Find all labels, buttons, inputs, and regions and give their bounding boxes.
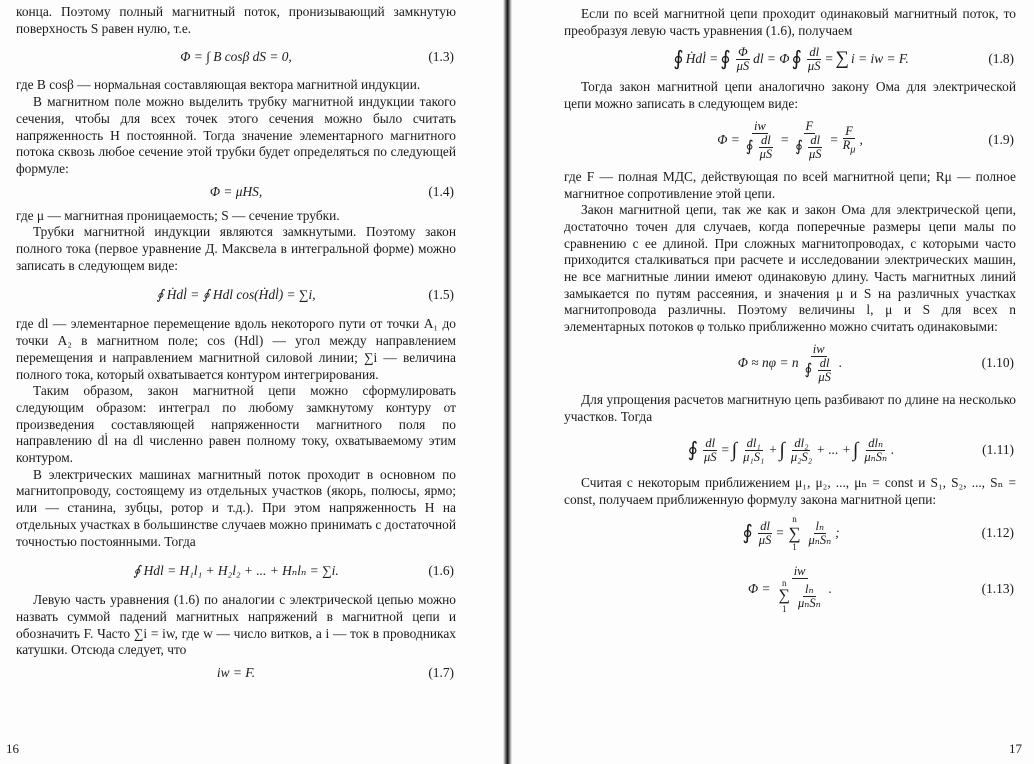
equation-number: (1.8) (988, 51, 1014, 67)
paragraph: где dl — элементарное перемещение вдоль некоторого пути от точки A₁ до точки A₂ в магнитном поле; cos (Hdl) — угол между направлением перемещения и направлением магнитной силовой линии; ∑i — величина полного тока, который охватывается контуром интегрирования. (16, 316, 456, 382)
paragraph: конца. Поэтому полный магнитный поток, пронизывающий замкнутую поверхность S равен нулю, т.е. (16, 4, 456, 36)
paragraph: где μ — магнитная проницаемость; S — сечение трубки. (16, 207, 340, 223)
paragraph: Считая с некоторым приближением μ₁, μ₂, ..., μₙ = const и S₁, S₂, ..., Sₙ = const, получаем приближенную формулу закона магнитной цепи: (564, 475, 1016, 507)
paragraph: Таким образом, закон магнитной цепи можно сформулировать следующим образом: интеграл по любому замкнутому контуру от произведения составляющей напряженности магнитного поля по направлению dl̇ на dl численно равен полному току, охватываемому этим контуром. (16, 383, 456, 466)
equation-number: (1.10) (981, 355, 1014, 371)
equation-number: (1.13) (981, 581, 1014, 597)
equation-number: (1.4) (428, 184, 454, 200)
right-page (514, 0, 1034, 764)
equation-1-12 (564, 509, 1016, 559)
equation-body: Φ = ∫ B cosβ dS = 0, (180, 49, 292, 65)
equation-body: ∮ Hdl = H₁l₁ + H₂l₂ + ... + Hₙlₙ = ∑i. (133, 562, 339, 578)
page-number: 16 (6, 741, 19, 757)
paragraph: Левую часть уравнения (1.6) по аналогии с электрической цепью можно назвать суммой падений магнитных напряжений в магнитной цепи и обозначить F. Часто ∑i = iw, где w — число витков, а i — ток в проводниках катушки. Отсюда следует, что (16, 592, 456, 658)
equation-number: (1.6) (428, 562, 454, 578)
equation-1-8 (564, 39, 1016, 79)
equation-1-10 (564, 336, 1016, 392)
equation-number: (1.3) (428, 49, 454, 65)
equation-number: (1.7) (428, 664, 454, 680)
equation-1-11 (564, 425, 1016, 475)
equation-1-5 (16, 274, 456, 316)
equation-body: ∮ Ḣdl̇ = ∮ $\frac{\Phi}{\mu S}$ dl = Φ ∮ $\frac{dl}{\mu S}$ = ∑ i = iw = F. (673, 44, 909, 73)
paragraph: Для упрощения расчетов магнитную цепь разбивают по длине на несколько участков. Тогда (564, 391, 1016, 424)
paragraph: Закон магнитной цепи, так же как и закон Ома для электрической цепи, достаточно точен для случаев, когда поперечные размеры цепи малы по сравнению с ее длиной. При сложных магнитопроводах, с которыми часто приходится сталкиваться при расчете и исследовании электрических машин, не все магнитные линии имеют одинаковую длину. Часть магнитных линий замыкается по путям рассеяния, и значения μ и S на различных участках магнитопровода различны. Поэтому величины l, μ и S для всех n элементарных потоков φ только приближенно можно считать одинаковыми: (564, 202, 1016, 335)
equation-number: (1.9) (988, 132, 1014, 148)
equation-body: iw = F. (216, 664, 256, 680)
equation-1-3 (16, 37, 456, 77)
equation-1-4 (16, 178, 456, 208)
equation-1-6 (16, 550, 456, 592)
left-page (0, 0, 500, 764)
equation-body: Φ = iw ∮ $\frac{dl}{\mu S}$ = F ∮ $\frac{dl}{\mu S}$ = $\frac{F}{R_\mu}$ , (717, 119, 863, 162)
equation-number: (1.11) (982, 441, 1014, 457)
equation-number: (1.5) (428, 287, 454, 303)
book-gutter (503, 0, 512, 764)
equation-1-7 (16, 659, 456, 687)
equation-1-9 (564, 113, 1016, 169)
equation-body: Φ = iw n ∑ 1 $\frac{\text{lₙ}}{\text{μₙSₙ}}$ . (748, 563, 832, 615)
equation-body: ∮ $\frac{dl}{\mu S}$ = n ∑ 1 $\frac{\text{lₙ}}{\text{μₙSₙ}}$ ; (742, 514, 840, 552)
paragraph: Если по всей магнитной цепи проходит одинаковый магнитный поток, то преобразуя левую часть уравнения (1.6), получаем (564, 6, 1016, 38)
paragraph: где B cosβ — нормальная составляющая вектора магнитной индукции. (16, 77, 421, 93)
equation-body: ∮ $\frac{dl}{\mu S}$ = ∫ $\frac{\text{dl₁}}{\text{μ₁S₁}}$ + ∫ $\frac{\text{dl₂}}{\text{μ₂S₂}}$ + ... + ∫ $\frac{\text{dlₙ}}{\text{μₙSₙ}}$ . (687, 435, 895, 464)
equation-1-13 (564, 559, 1016, 621)
paragraph: Трубки магнитной индукции являются замкнутыми. Поэтому закон полного тока (первое уравнение Д. Максвела в интегральной форме) можно записать в следующем виде: (16, 224, 456, 273)
equation-body: Φ = μHS, (209, 184, 263, 200)
page-number: 17 (1009, 741, 1022, 757)
paragraph: Тогда закон магнитной цепи аналогично закону Ома для электрической цепи можно записать в следующем виде: (564, 79, 1016, 112)
paragraph: В электрических машинах магнитный поток проходит в основном по магнитопроводу, состоящему из отдельных участков (якорь, полюсы, ярмо; или — станина, зубцы, ротор и т.д.). При этом напряженность H на отдельных участках в большинстве случаев можно принимать с достаточной точностью постоянными. Тогда (16, 466, 456, 549)
equation-body: Φ ≈ nφ = n iw ∮ $\frac{dl}{\mu S}$ . (737, 342, 843, 385)
paragraph: где F — полная МДС, действующая по всей магнитной цепи; Rμ — полное магнитное сопротивление этой цепи. (564, 168, 1016, 201)
equation-body: ∮ Ḣdl̇ = ∮ Hdl cos(Ḣdl̇) = ∑i, (156, 287, 316, 303)
paragraph: В магнитном поле можно выделить трубку магнитной индукции такого сечения, чтобы для всех точек этого сечения можно было считать напряженность H постоянной. Тогда значение элементарного магнитного потока сквозь любое сечение этой трубки будет определяться по следующей формуле: (16, 94, 456, 176)
equation-number: (1.12) (981, 525, 1014, 541)
